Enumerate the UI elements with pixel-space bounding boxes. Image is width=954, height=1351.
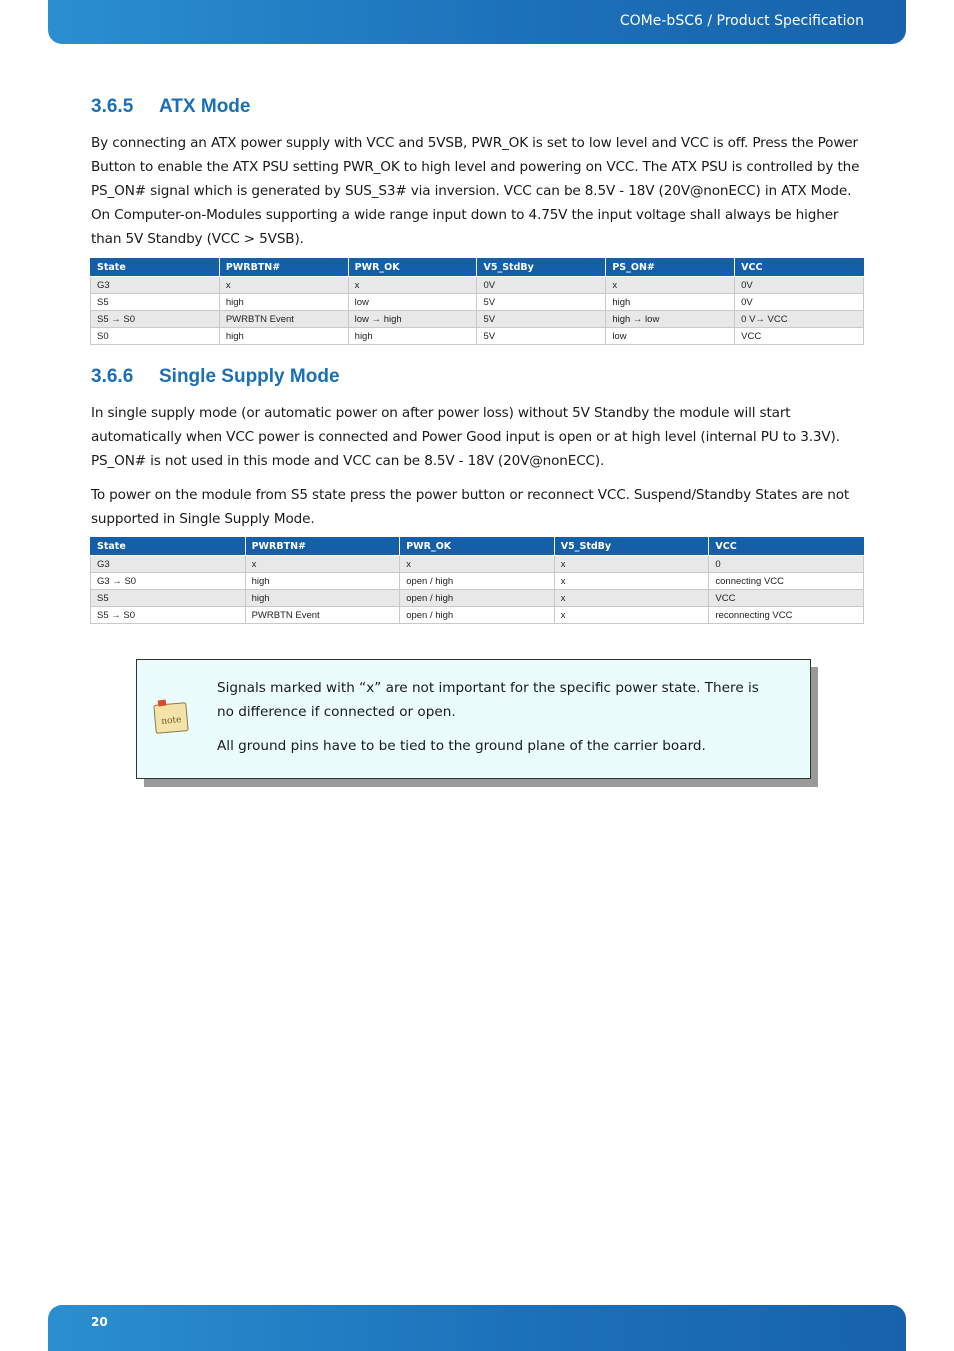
note-icon-text: note (160, 715, 182, 727)
table-cell: PWRBTN Event (219, 311, 348, 328)
single-supply-paragraph-2: To power on the module from S5 state press the power button or reconnect VCC. Suspend/Standby States are not supported in Single Supply Mode. (91, 487, 850, 527)
column-header: VCC (709, 537, 864, 556)
column-header: PS_ON# (606, 258, 735, 277)
note-line-2: All ground pins have to be tied to the ground plane of the carrier board. (217, 738, 706, 754)
table-cell: low → high (348, 311, 477, 328)
note-text (217, 676, 777, 768)
table-cell: x (554, 607, 709, 624)
table-cell: 5V (477, 294, 606, 311)
column-header: V5_StdBy (554, 537, 709, 556)
table-cell: high (219, 328, 348, 345)
table-cell: VCC (709, 590, 864, 607)
table-cell: low (606, 328, 735, 345)
table-row (91, 311, 864, 328)
table-cell: high (606, 294, 735, 311)
table-cell: 5V (477, 328, 606, 345)
table-cell: 0 V→ VCC (735, 311, 864, 328)
table-row (91, 607, 864, 624)
table-cell: open / high (400, 590, 555, 607)
section-heading-atx (91, 96, 250, 118)
page-header (48, 0, 906, 44)
table-cell: G3 → S0 (91, 573, 246, 590)
table-row (91, 556, 864, 573)
table-header-row (91, 258, 864, 277)
table-cell: 5V (477, 311, 606, 328)
table-cell: S0 (91, 328, 220, 345)
table-cell: high → low (606, 311, 735, 328)
table-cell: x (348, 277, 477, 294)
table-row (91, 294, 864, 311)
document-title: COMe-bSC6 / Product Specification (619, 13, 864, 29)
table-cell: 0V (477, 277, 606, 294)
table-cell: high (348, 328, 477, 345)
table-cell: G3 (91, 277, 220, 294)
column-header: PWR_OK (348, 258, 477, 277)
section-number: 3.6.5 (91, 96, 134, 117)
table-cell: x (554, 556, 709, 573)
single-supply-table (90, 537, 864, 624)
table-cell: open / high (400, 607, 555, 624)
table-cell: x (219, 277, 348, 294)
section-title: ATX Mode (159, 96, 251, 117)
section-number: 3.6.6 (91, 366, 134, 387)
table-cell: S5 (91, 590, 246, 607)
table-cell: high (245, 573, 400, 590)
table-cell: connecting VCC (709, 573, 864, 590)
table-cell: x (400, 556, 555, 573)
note-line-1: Signals marked with “x” are not important for the specific power state. There is no difference if connected or open. (217, 680, 759, 720)
column-header: V5_StdBy (477, 258, 606, 277)
table-cell: VCC (735, 328, 864, 345)
column-header: PWR_OK (400, 537, 555, 556)
table-cell: low (348, 294, 477, 311)
column-header: PWRBTN# (219, 258, 348, 277)
table-cell: x (245, 556, 400, 573)
table-cell: S5 → S0 (91, 607, 246, 624)
column-header: State (91, 258, 220, 277)
single-supply-paragraph-1: In single supply mode (or automatic power on after power loss) without 5V Standby the module will start automatically when VCC power is connected and Power Good input is open or at high level (internal PU to 3.3V). PS_ON# is not used in this mode and VCC can be 8.5V - 18V (20V@nonECC). (91, 405, 840, 469)
table-cell: 0V (735, 294, 864, 311)
table-cell: x (554, 590, 709, 607)
table-cell: x (554, 573, 709, 590)
table-cell: reconnecting VCC (709, 607, 864, 624)
note-box (136, 659, 811, 779)
section-title: Single Supply Mode (159, 366, 340, 387)
table-cell: open / high (400, 573, 555, 590)
column-header: State (91, 537, 246, 556)
section-heading-single-supply (91, 366, 340, 388)
table-cell: S5 → S0 (91, 311, 220, 328)
table-row (91, 573, 864, 590)
table-header-row (91, 537, 864, 556)
table-row (91, 328, 864, 345)
page-number: 20 (91, 1315, 108, 1329)
table-cell: G3 (91, 556, 246, 573)
table-cell: 0 (709, 556, 864, 573)
table-cell: S5 (91, 294, 220, 311)
page-footer (48, 1305, 906, 1351)
table-cell: high (245, 590, 400, 607)
table-cell: high (219, 294, 348, 311)
column-header: VCC (735, 258, 864, 277)
atx-mode-table (90, 258, 864, 345)
column-header: PWRBTN# (245, 537, 400, 556)
table-cell: PWRBTN Event (245, 607, 400, 624)
table-cell: 0V (735, 277, 864, 294)
table-row (91, 277, 864, 294)
table-row (91, 590, 864, 607)
note-icon (151, 698, 189, 736)
atx-paragraph: By connecting an ATX power supply with VCC and 5VSB, PWR_OK is set to low level and VCC is off. Press the Power Button to enable the ATX PSU setting PWR_OK to high level and powering on VCC. The ATX PSU is controlled by the PS_ON# signal which is generated by SUS_S3# via inversion. VCC can be 8.5V - 18V (20V@nonECC) in ATX Mode. On Computer-on-Modules supporting a wide range input down to 4.75V the input voltage shall always be higher than 5V Standby (VCC > 5VSB). (91, 135, 860, 247)
table-cell: x (606, 277, 735, 294)
